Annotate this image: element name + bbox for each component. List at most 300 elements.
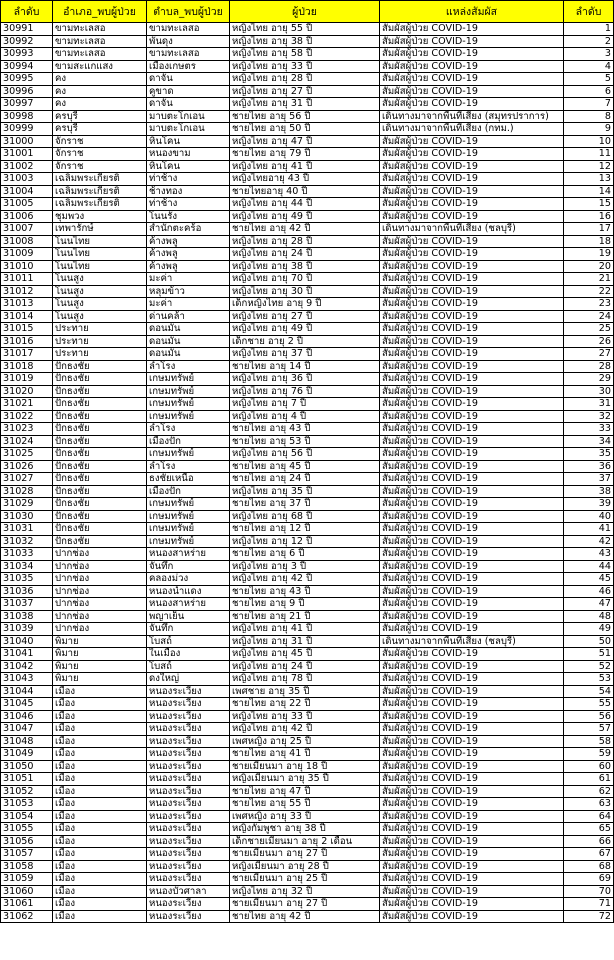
cell-case-number: 31049 xyxy=(1,748,53,761)
cell-case-number: 30997 xyxy=(1,98,53,111)
cell-subdistrict: จันทึก xyxy=(147,623,230,636)
cell-exposure-source: สัมผัสผู้ป่วย COVID-19 xyxy=(380,385,564,398)
cell-case-number: 31019 xyxy=(1,373,53,386)
cell-subdistrict: เกษมทรัพย์ xyxy=(147,523,230,536)
table-row xyxy=(1,410,614,423)
cell-patient: ชายไทย อายุ 47 ปี xyxy=(230,785,380,798)
cell-subdistrict: ขามทะเลสอ xyxy=(147,48,230,61)
table-row xyxy=(1,385,614,398)
cell-district: เมือง xyxy=(53,848,147,861)
cell-patient: หญิงไทย อายุ 33 ปี xyxy=(230,60,380,73)
cell-district: ครบุรี xyxy=(53,110,147,123)
cell-patient: ชายไทย อายุ 43 ปี xyxy=(230,423,380,436)
cell-exposure-source: สัมผัสผู้ป่วย COVID-19 xyxy=(380,748,564,761)
cell-sequence: 13 xyxy=(564,173,614,186)
cell-patient: ชายไทย อายุ 45 ปี xyxy=(230,460,380,473)
cell-case-number: 31044 xyxy=(1,685,53,698)
cell-sequence: 52 xyxy=(564,660,614,673)
cell-subdistrict: หนองระเวียง xyxy=(147,860,230,873)
cell-case-number: 31057 xyxy=(1,848,53,861)
cell-district: พิมาย xyxy=(53,660,147,673)
table-row xyxy=(1,198,614,211)
cell-sequence: 21 xyxy=(564,273,614,286)
cell-sequence: 60 xyxy=(564,760,614,773)
cell-exposure-source: สัมผัสผู้ป่วย COVID-19 xyxy=(380,260,564,273)
cell-sequence: 66 xyxy=(564,835,614,848)
cell-subdistrict: เกษมทรัพย์ xyxy=(147,385,230,398)
table-row xyxy=(1,885,614,898)
cell-patient: ชายเมียนมา อายุ 27 ปี xyxy=(230,848,380,861)
cell-case-number: 31023 xyxy=(1,423,53,436)
cell-sequence: 3 xyxy=(564,48,614,61)
cell-exposure-source: สัมผัสผู้ป่วย COVID-19 xyxy=(380,360,564,373)
cell-exposure-source: สัมผัสผู้ป่วย COVID-19 xyxy=(380,435,564,448)
header-district: อำเภอ_พบผู้ป่วย xyxy=(53,1,147,23)
table-row xyxy=(1,598,614,611)
cell-district: ปากช่อง xyxy=(53,598,147,611)
cell-subdistrict: เมืองปัก xyxy=(147,435,230,448)
table-row xyxy=(1,523,614,536)
cell-patient: หญิงไทย อายุ 3 ปี xyxy=(230,560,380,573)
table-row xyxy=(1,123,614,136)
cell-sequence: 41 xyxy=(564,523,614,536)
cell-district: ปักธงชัย xyxy=(53,423,147,436)
cell-patient: หญิงไทย อายุ 47 ปี xyxy=(230,135,380,148)
cell-exposure-source: สัมผัสผู้ป่วย COVID-19 xyxy=(380,710,564,723)
table-row xyxy=(1,48,614,61)
cell-sequence: 28 xyxy=(564,360,614,373)
cell-sequence: 40 xyxy=(564,510,614,523)
cell-district: เมือง xyxy=(53,823,147,836)
cell-case-number: 31030 xyxy=(1,510,53,523)
cell-subdistrict: หนองระเวียง xyxy=(147,685,230,698)
cell-district: จักราช xyxy=(53,160,147,173)
cell-exposure-source: สัมผัสผู้ป่วย COVID-19 xyxy=(380,410,564,423)
cell-case-number: 31045 xyxy=(1,698,53,711)
cell-subdistrict: เกษมทรัพย์ xyxy=(147,398,230,411)
table-row xyxy=(1,323,614,336)
table-row xyxy=(1,635,614,648)
cell-subdistrict: มะค่า xyxy=(147,273,230,286)
cell-district: ขามทะเลสอ xyxy=(53,48,147,61)
cell-case-number: 31052 xyxy=(1,785,53,798)
cell-case-number: 31041 xyxy=(1,648,53,661)
cell-exposure-source: สัมผัสผู้ป่วย COVID-19 xyxy=(380,460,564,473)
cell-sequence: 56 xyxy=(564,710,614,723)
cell-patient: เด็กหญิงไทย อายุ 9 ปี xyxy=(230,298,380,311)
cell-patient: หญิงเมียนมา อายุ 35 ปี xyxy=(230,773,380,786)
cell-subdistrict: หนองระเวียง xyxy=(147,773,230,786)
cell-sequence: 61 xyxy=(564,773,614,786)
table-row xyxy=(1,735,614,748)
cell-sequence: 1 xyxy=(564,23,614,36)
cell-case-number: 30995 xyxy=(1,73,53,86)
cell-sequence: 10 xyxy=(564,135,614,148)
cell-district: โนนสูง xyxy=(53,273,147,286)
cell-case-number: 31011 xyxy=(1,273,53,286)
cell-district: เมือง xyxy=(53,898,147,911)
cell-sequence: 14 xyxy=(564,185,614,198)
cell-district: ปักธงชัย xyxy=(53,510,147,523)
cell-patient: หญิงไทย อายุ 41 ปี xyxy=(230,160,380,173)
cell-subdistrict: หนองระเวียง xyxy=(147,835,230,848)
cell-exposure-source: สัมผัสผู้ป่วย COVID-19 xyxy=(380,835,564,848)
cell-case-number: 31001 xyxy=(1,148,53,161)
cell-subdistrict: คลองม่วง xyxy=(147,573,230,586)
cell-patient: หญิงไทย อายุ 42 ปี xyxy=(230,573,380,586)
cell-subdistrict: ลำโรง xyxy=(147,423,230,436)
cell-case-number: 31038 xyxy=(1,610,53,623)
table-row xyxy=(1,435,614,448)
cell-sequence: 67 xyxy=(564,848,614,861)
cell-district: เมือง xyxy=(53,760,147,773)
cell-subdistrict: หนองระเวียง xyxy=(147,798,230,811)
cell-patient: ชายเมียนมา อายุ 27 ปี xyxy=(230,898,380,911)
cell-district: จักราช xyxy=(53,148,147,161)
cell-subdistrict: พันดุง xyxy=(147,35,230,48)
cell-district: เมือง xyxy=(53,810,147,823)
cell-district: เมือง xyxy=(53,735,147,748)
table-row xyxy=(1,98,614,111)
cell-exposure-source: สัมผัสผู้ป่วย COVID-19 xyxy=(380,773,564,786)
cell-district: คง xyxy=(53,98,147,111)
cell-case-number: 31003 xyxy=(1,173,53,186)
cell-case-number: 31002 xyxy=(1,160,53,173)
cell-patient: ชายไทย อายุ 12 ปี xyxy=(230,523,380,536)
cell-exposure-source: สัมผัสผู้ป่วย COVID-19 xyxy=(380,98,564,111)
cell-subdistrict: ดาจั่น xyxy=(147,98,230,111)
cell-district: ปากช่อง xyxy=(53,623,147,636)
cell-patient: หญิงไทย อายุ 49 ปี xyxy=(230,323,380,336)
table-row xyxy=(1,698,614,711)
cell-patient: หญิงไทย อายุ 42 ปี xyxy=(230,723,380,736)
cell-patient: เด็กชายเมียนมา อายุ 2 เดือน xyxy=(230,835,380,848)
cell-patient: ชายไทย อายุ 79 ปี xyxy=(230,148,380,161)
cell-exposure-source: สัมผัสผู้ป่วย COVID-19 xyxy=(380,785,564,798)
cell-exposure-source: สัมผัสผู้ป่วย COVID-19 xyxy=(380,160,564,173)
table-row xyxy=(1,160,614,173)
cell-case-number: 31034 xyxy=(1,560,53,573)
cell-patient: หญิงไทย อายุ 31 ปี xyxy=(230,635,380,648)
cell-subdistrict: มาบตะโกเอน xyxy=(147,123,230,136)
cell-case-number: 31013 xyxy=(1,298,53,311)
cell-subdistrict: โบสถ์ xyxy=(147,660,230,673)
cell-exposure-source: สัมผัสผู้ป่วย COVID-19 xyxy=(380,848,564,861)
cell-case-number: 31037 xyxy=(1,598,53,611)
cell-exposure-source: สัมผัสผู้ป่วย COVID-19 xyxy=(380,285,564,298)
header-subdistrict: ตำบล_พบผู้ป่วย xyxy=(147,1,230,23)
cell-subdistrict: ลำโรง xyxy=(147,460,230,473)
table-row xyxy=(1,60,614,73)
cell-patient: ชายเมียนมา อายุ 18 ปี xyxy=(230,760,380,773)
cell-sequence: 16 xyxy=(564,210,614,223)
table-row xyxy=(1,73,614,86)
cell-patient: เพศหญิง อายุ 33 ปี xyxy=(230,810,380,823)
table-row xyxy=(1,210,614,223)
cell-sequence: 50 xyxy=(564,635,614,648)
cell-subdistrict: ค้างพลู xyxy=(147,260,230,273)
cell-patient: ชายไทย อายุ 42 ปี xyxy=(230,910,380,923)
cell-exposure-source: สัมผัสผู้ป่วย COVID-19 xyxy=(380,235,564,248)
cell-sequence: 71 xyxy=(564,898,614,911)
cell-case-number: 31059 xyxy=(1,873,53,886)
cell-district: ปักธงชัย xyxy=(53,535,147,548)
cell-exposure-source: สัมผัสผู้ป่วย COVID-19 xyxy=(380,373,564,386)
table-row xyxy=(1,285,614,298)
cell-sequence: 33 xyxy=(564,423,614,436)
cell-patient: หญิงไทย อายุ 55 ปี xyxy=(230,23,380,36)
cell-district: โนนสูง xyxy=(53,285,147,298)
cell-exposure-source: เดินทางมาจากพื้นที่เสี่ยง (ชลบุรี) xyxy=(380,223,564,236)
cell-sequence: 23 xyxy=(564,298,614,311)
cell-sequence: 26 xyxy=(564,335,614,348)
table-row xyxy=(1,835,614,848)
table-row xyxy=(1,223,614,236)
cell-patient: ชายไทย อายุ 56 ปี xyxy=(230,110,380,123)
cell-exposure-source: สัมผัสผู้ป่วย COVID-19 xyxy=(380,898,564,911)
cell-exposure-source: สัมผัสผู้ป่วย COVID-19 xyxy=(380,173,564,186)
cell-district: เมือง xyxy=(53,773,147,786)
cell-case-number: 31040 xyxy=(1,635,53,648)
cell-subdistrict: ดอนมัน xyxy=(147,348,230,361)
cell-exposure-source: สัมผัสผู้ป่วย COVID-19 xyxy=(380,248,564,261)
cell-sequence: 38 xyxy=(564,485,614,498)
cell-case-number: 31060 xyxy=(1,885,53,898)
cell-subdistrict: หนองระเวียง xyxy=(147,848,230,861)
cell-district: โนนไทย xyxy=(53,248,147,261)
cell-case-number: 31050 xyxy=(1,760,53,773)
cell-district: เมือง xyxy=(53,835,147,848)
cell-patient: หญิงไทย อายุ 7 ปี xyxy=(230,398,380,411)
table-row xyxy=(1,860,614,873)
table-row xyxy=(1,260,614,273)
cell-patient: หญิงไทย อายุ 38 ปี xyxy=(230,260,380,273)
cell-exposure-source: สัมผัสผู้ป่วย COVID-19 xyxy=(380,423,564,436)
cell-district: ปากช่อง xyxy=(53,610,147,623)
cell-patient: หญิงไทย อายุ 33 ปี xyxy=(230,710,380,723)
cell-subdistrict: ด่านคล้า xyxy=(147,310,230,323)
cell-subdistrict: หนองสาหร่าย xyxy=(147,548,230,561)
cell-sequence: 37 xyxy=(564,473,614,486)
cell-subdistrict: ค้างพลู xyxy=(147,248,230,261)
cell-district: เฉลิมพระเกียรติ xyxy=(53,198,147,211)
cell-patient: หญิงเมียนมา อายุ 28 ปี xyxy=(230,860,380,873)
cell-sequence: 24 xyxy=(564,310,614,323)
table-row xyxy=(1,873,614,886)
cell-case-number: 31005 xyxy=(1,198,53,211)
table-row xyxy=(1,173,614,186)
cell-exposure-source: สัมผัสผู้ป่วย COVID-19 xyxy=(380,673,564,686)
cell-case-number: 31055 xyxy=(1,823,53,836)
cell-exposure-source: สัมผัสผู้ป่วย COVID-19 xyxy=(380,698,564,711)
cell-sequence: 29 xyxy=(564,373,614,386)
table-row xyxy=(1,510,614,523)
table-row xyxy=(1,585,614,598)
cell-sequence: 11 xyxy=(564,148,614,161)
cell-district: ประทาย xyxy=(53,335,147,348)
cell-subdistrict: หนองระเวียง xyxy=(147,735,230,748)
cell-exposure-source: สัมผัสผู้ป่วย COVID-19 xyxy=(380,798,564,811)
cell-case-number: 31018 xyxy=(1,360,53,373)
cell-sequence: 45 xyxy=(564,573,614,586)
cell-district: เมือง xyxy=(53,710,147,723)
cell-subdistrict: มาบตะโกเอน xyxy=(147,110,230,123)
cell-district: พิมาย xyxy=(53,673,147,686)
cell-district: ปากช่อง xyxy=(53,585,147,598)
table-row xyxy=(1,248,614,261)
cell-sequence: 8 xyxy=(564,110,614,123)
header-exposure-source: แหล่งสัมผัส xyxy=(380,1,564,23)
cell-subdistrict: หนองระเวียง xyxy=(147,760,230,773)
table-row xyxy=(1,235,614,248)
cell-district: ปักธงชัย xyxy=(53,473,147,486)
cell-case-number: 30998 xyxy=(1,110,53,123)
table-row xyxy=(1,898,614,911)
cell-sequence: 47 xyxy=(564,598,614,611)
cell-case-number: 31029 xyxy=(1,498,53,511)
table-row xyxy=(1,785,614,798)
cell-patient: หญิงไทย อายุ 24 ปี xyxy=(230,248,380,261)
cell-exposure-source: สัมผัสผู้ป่วย COVID-19 xyxy=(380,660,564,673)
cell-subdistrict: จันทึก xyxy=(147,560,230,573)
cell-subdistrict: เกษมทรัพย์ xyxy=(147,535,230,548)
cell-subdistrict: ธงชัยเหนือ xyxy=(147,473,230,486)
cell-subdistrict: หนองบัวศาลา xyxy=(147,885,230,898)
cell-sequence: 22 xyxy=(564,285,614,298)
cell-exposure-source: เดินทางมาจากพื้นที่เสี่ยง (สมุทรปราการ) xyxy=(380,110,564,123)
cell-sequence: 57 xyxy=(564,723,614,736)
cell-patient: เพศชาย อายุ 35 ปี xyxy=(230,685,380,698)
cell-subdistrict: หลุมข้าว xyxy=(147,285,230,298)
cell-subdistrict: ในเมือง xyxy=(147,648,230,661)
cell-patient: หญิงไทย อายุ 78 ปี xyxy=(230,673,380,686)
table-row xyxy=(1,760,614,773)
cell-patient: หญิงไทย อายุ 12 ปี xyxy=(230,535,380,548)
cell-exposure-source: สัมผัสผู้ป่วย COVID-19 xyxy=(380,723,564,736)
cell-district: ปากช่อง xyxy=(53,560,147,573)
cell-subdistrict: โนนรัง xyxy=(147,210,230,223)
cell-sequence: 4 xyxy=(564,60,614,73)
cell-patient: หญิงไทย อายุ 28 ปี xyxy=(230,235,380,248)
cell-district: ปักธงชัย xyxy=(53,448,147,461)
cell-patient: หญิงไทย อายุ 44 ปี xyxy=(230,198,380,211)
table-row xyxy=(1,460,614,473)
cell-sequence: 9 xyxy=(564,123,614,136)
cell-subdistrict: เกษมทรัพย์ xyxy=(147,498,230,511)
cell-subdistrict: ขามทะเลสอ xyxy=(147,23,230,36)
cell-case-number: 31027 xyxy=(1,473,53,486)
cell-exposure-source: สัมผัสผู้ป่วย COVID-19 xyxy=(380,348,564,361)
cell-exposure-source: สัมผัสผู้ป่วย COVID-19 xyxy=(380,498,564,511)
table-row xyxy=(1,648,614,661)
cell-subdistrict: ดอนมัน xyxy=(147,323,230,336)
cell-sequence: 34 xyxy=(564,435,614,448)
cell-patient: ชายไทย อายุ 9 ปี xyxy=(230,598,380,611)
cell-patient: ชายไทยอายุ 40 ปี xyxy=(230,185,380,198)
cell-patient: ชายไทย อายุ 43 ปี xyxy=(230,585,380,598)
cell-sequence: 59 xyxy=(564,748,614,761)
cell-sequence: 12 xyxy=(564,160,614,173)
cell-case-number: 31062 xyxy=(1,910,53,923)
cell-case-number: 31004 xyxy=(1,185,53,198)
cell-district: เมือง xyxy=(53,785,147,798)
cell-subdistrict: ค้างพลู xyxy=(147,235,230,248)
cell-exposure-source: สัมผัสผู้ป่วย COVID-19 xyxy=(380,623,564,636)
cell-exposure-source: สัมผัสผู้ป่วย COVID-19 xyxy=(380,523,564,536)
cell-subdistrict: ท่าช้าง xyxy=(147,198,230,211)
header-row xyxy=(1,1,614,23)
cell-subdistrict: พญาเย็น xyxy=(147,610,230,623)
cell-district: ปักธงชัย xyxy=(53,410,147,423)
cell-district: ปักธงชัย xyxy=(53,498,147,511)
header-case-number: ลำดับ xyxy=(1,1,53,23)
cell-patient: ชายไทย อายุ 53 ปี xyxy=(230,435,380,448)
cell-subdistrict: เมืองปัก xyxy=(147,485,230,498)
cell-sequence: 64 xyxy=(564,810,614,823)
cell-subdistrict: เกษมทรัพย์ xyxy=(147,510,230,523)
table-row xyxy=(1,448,614,461)
cell-exposure-source: สัมผัสผู้ป่วย COVID-19 xyxy=(380,860,564,873)
cell-district: ครบุรี xyxy=(53,123,147,136)
cell-patient: หญิงไทย อายุ 24 ปี xyxy=(230,660,380,673)
table-row xyxy=(1,610,614,623)
table-row xyxy=(1,498,614,511)
cell-case-number: 31056 xyxy=(1,835,53,848)
cell-exposure-source: สัมผัสผู้ป่วย COVID-19 xyxy=(380,735,564,748)
cell-patient: หญิงกัมพูชา อายุ 38 ปี xyxy=(230,823,380,836)
cell-subdistrict: ดอนมัน xyxy=(147,335,230,348)
cell-case-number: 31006 xyxy=(1,210,53,223)
cell-exposure-source: สัมผัสผู้ป่วย COVID-19 xyxy=(380,573,564,586)
cell-case-number: 31047 xyxy=(1,723,53,736)
cell-exposure-source: สัมผัสผู้ป่วย COVID-19 xyxy=(380,198,564,211)
cell-district: โนนไทย xyxy=(53,235,147,248)
table-row xyxy=(1,310,614,323)
cell-sequence: 32 xyxy=(564,410,614,423)
cell-exposure-source: สัมผัสผู้ป่วย COVID-19 xyxy=(380,323,564,336)
cell-patient: ชายไทย อายุ 14 ปี xyxy=(230,360,380,373)
cell-case-number: 31012 xyxy=(1,285,53,298)
cell-subdistrict: หนองระเวียง xyxy=(147,710,230,723)
cell-exposure-source: สัมผัสผู้ป่วย COVID-19 xyxy=(380,885,564,898)
cell-case-number: 31053 xyxy=(1,798,53,811)
table-row xyxy=(1,273,614,286)
table-row xyxy=(1,185,614,198)
table-row xyxy=(1,298,614,311)
cell-district: ขามทะเลสอ xyxy=(53,23,147,36)
cell-case-number: 31024 xyxy=(1,435,53,448)
cell-subdistrict: หินโคน xyxy=(147,135,230,148)
cell-exposure-source: สัมผัสผู้ป่วย COVID-19 xyxy=(380,873,564,886)
cell-subdistrict: ท่าช้าง xyxy=(147,173,230,186)
cell-case-number: 31009 xyxy=(1,248,53,261)
table-row xyxy=(1,135,614,148)
cell-subdistrict: หนองระเวียง xyxy=(147,723,230,736)
cell-subdistrict: หนองระเวียง xyxy=(147,748,230,761)
cell-case-number: 31016 xyxy=(1,335,53,348)
cell-patient: เด็กชาย อายุ 2 ปี xyxy=(230,335,380,348)
table-row xyxy=(1,110,614,123)
cell-sequence: 58 xyxy=(564,735,614,748)
cell-case-number: 31033 xyxy=(1,548,53,561)
cell-case-number: 31054 xyxy=(1,810,53,823)
cell-exposure-source: สัมผัสผู้ป่วย COVID-19 xyxy=(380,510,564,523)
table-row xyxy=(1,473,614,486)
cell-sequence: 48 xyxy=(564,610,614,623)
cell-patient: หญิงไทย อายุ 27 ปี xyxy=(230,85,380,98)
cell-case-number: 31010 xyxy=(1,260,53,273)
cell-patient: หญิงไทย อายุ 45 ปี xyxy=(230,648,380,661)
